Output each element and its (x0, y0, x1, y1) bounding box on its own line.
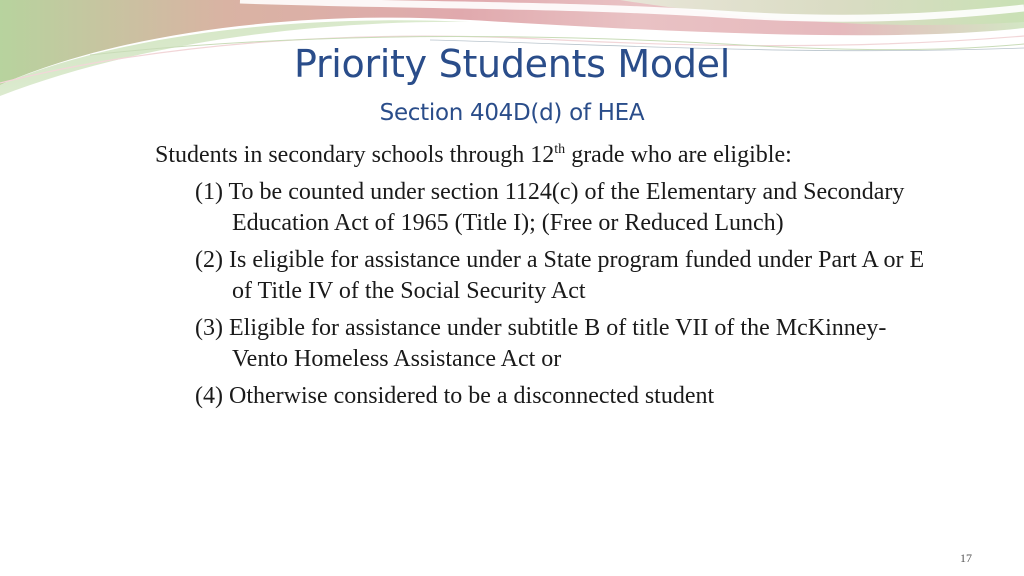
list-item: (3) Eligible for assistance under subtitle B of title VII of the McKinney-Vento Homeless Assistance Act or (195, 315, 887, 372)
slide-body (155, 138, 935, 412)
list-item: (4) Otherwise considered to be a disconnected student (195, 383, 715, 409)
list-item: (2) Is eligible for assistance under a State program funded under Part A or E of Title IV of the Social Security Act (195, 247, 925, 304)
intro-text-continued: grade who are eligible: (565, 142, 792, 168)
list-item: (1) To be counted under section 1124(c) of the Elementary and Secondary Education Act of 1965 (Title I); (Free or Reduced Lunch) (195, 179, 905, 236)
intro-superscript: th (554, 142, 566, 157)
intro-paragraph (155, 138, 935, 173)
intro-text: Students in secondary schools through 12 (155, 142, 555, 168)
page-subtitle: Section 404D(d) of HEA (379, 100, 645, 126)
page-number: 17 (960, 551, 972, 565)
page-title: Priority Students Model (294, 42, 730, 86)
